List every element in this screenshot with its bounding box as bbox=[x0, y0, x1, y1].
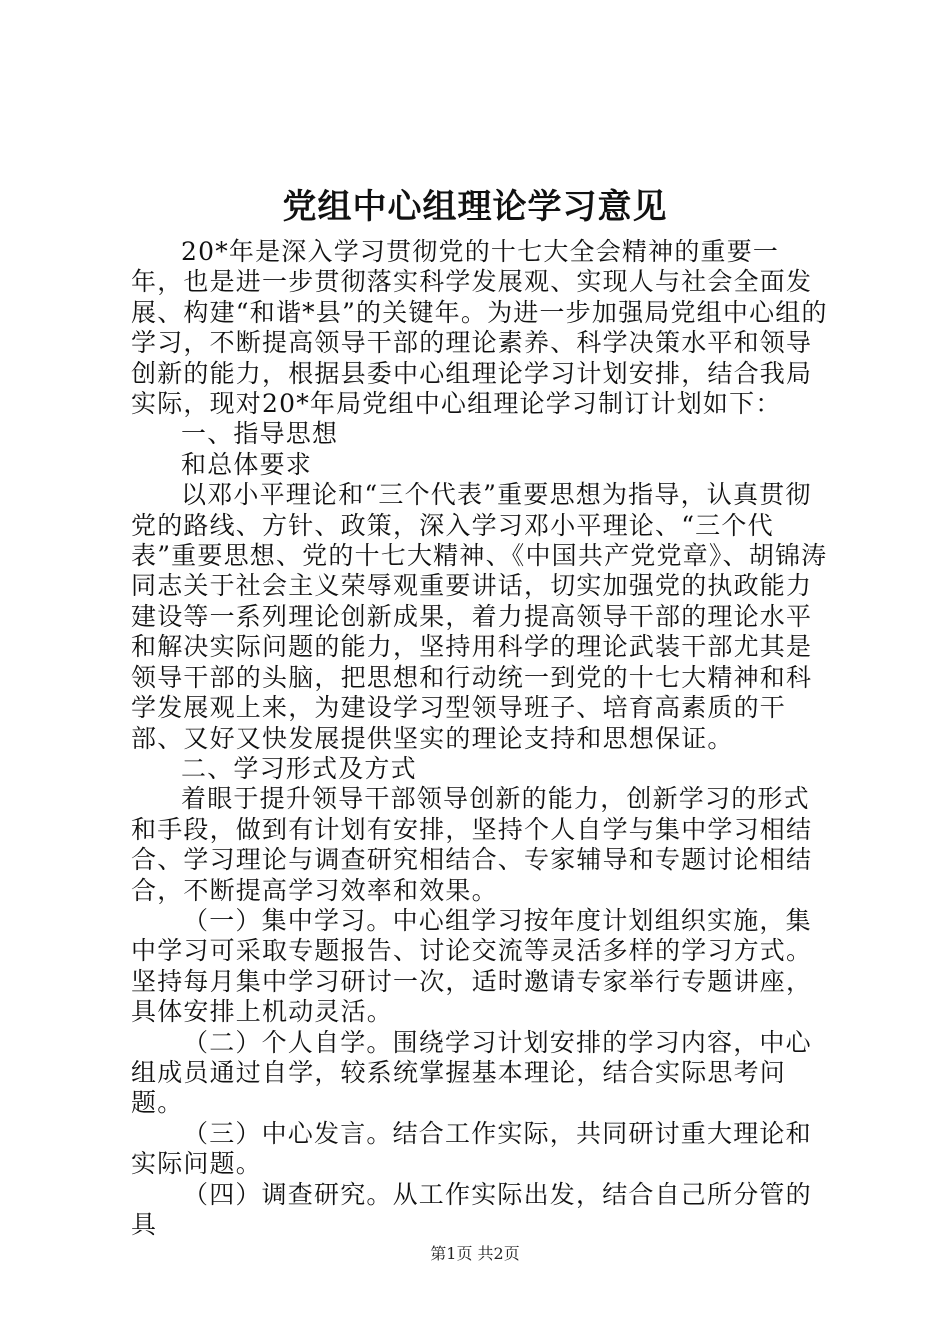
item-centralized-study: （一）集中学习。中心组学习按年度计划组织实施，集中学习可采取专题报告、讨论交流等灵活多样的学习方式。坚持每月集中学习研讨一次，适时邀请专家举行专题讲座，具体安排上机动灵活。 bbox=[131, 905, 813, 1027]
item-investigation: （四）调查研究。从工作实际出发，结合自己所分管的具 bbox=[131, 1179, 812, 1239]
page-footer: 第1页 共2页 bbox=[430, 1244, 520, 1263]
intro-paragraph: 20*年是深入学习贯彻党的十七大全会精神的重要一年，也是进一步贯彻落实科学发展观、实现人与社会全面发展、构建“和谐*县”的关键年。为进一步加强局党组中心组的学习，不断提高领导干部的理论素养、科学决策水平和领导创新的能力，根据县委中心组理论学习计划安排，结合我局实际，现对20*年局党组中心组理论学习制订计划如下： bbox=[131, 237, 828, 419]
document-title: 党组中心组理论学习意见 bbox=[282, 187, 668, 227]
document-body bbox=[131, 237, 831, 1240]
guiding-thought-paragraph: 以邓小平理论和“三个代表”重要思想为指导，认真贯彻党的路线、方针、政策，深入学习邓小平理论、“三个代表”重要思想、党的十七大精神、《中国共产党党章》、胡锦涛同志关于社会主义荣辱观重要讲话，切实加强党的执政能力建设等一系列理论创新成果，着力提高领导干部的理论水平和解决实际问题的能力，坚持用科学的理论武装干部尤其是领导干部的头脑，把思想和行动统一到党的十七大精神和科学发展观上来，为建设学习型领导班子、培育高素质的干部、又好又快发展提供坚实的理论支持和思想保证。 bbox=[131, 480, 828, 753]
study-forms-paragraph: 着眼于提升领导干部领导创新的能力，创新学习的形式和手段，做到有计划有安排，坚持个人自学与集中学习相结合、学习理论与调查研究相结合、专家辅导和专题讨论相结合，不断提高学习效率和效果。 bbox=[131, 784, 813, 905]
section-heading-guiding-thought: 一、指导思想 bbox=[181, 419, 339, 449]
item-self-study: （二）个人自学。围绕学习计划安排的学习内容，中心组成员通过自学，较系统掌握基本理论，结合实际思考问题。 bbox=[131, 1027, 812, 1118]
item-central-speech: （三）中心发言。结合工作实际，共同研讨重大理论和实际问题。 bbox=[131, 1118, 812, 1179]
section-heading-overall-requirements: 和总体要求 bbox=[181, 449, 313, 479]
section-heading-study-forms: 二、学习形式及方式 bbox=[181, 753, 417, 783]
